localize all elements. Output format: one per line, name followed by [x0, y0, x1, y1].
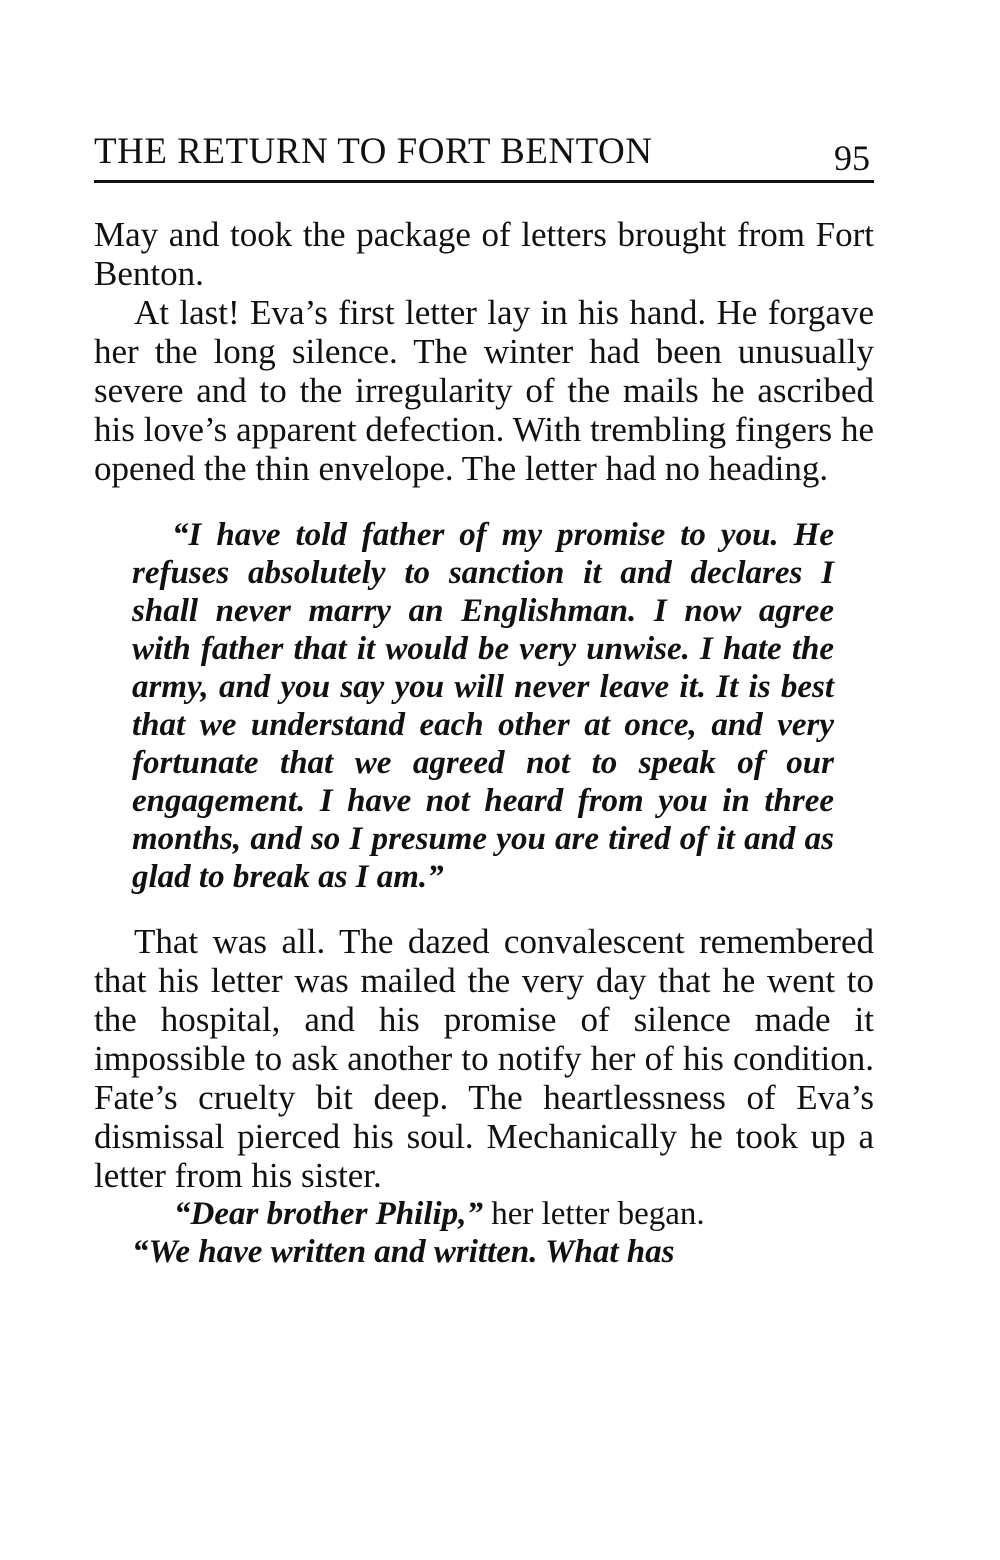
paragraph-aftermath: That was all. The dazed convalescent remembered that his letter was mailed the very day that he went to the hospital, and his promise of silence made it impossible to ask another to notify her of his condition. Fate’s cruelty bit deep. The heartlessness of Eva’s dismissal pierced his soul. Mechanically he took up a letter from his sister. [94, 922, 874, 1195]
quoted-letter-eva: “I have told father of my promise to you. He refuses absolutely to sanction it and declares I shall never marry an Englishman. I now agree with father that it would be very unwise. I hate the army, and you say you will never leave it. It is best that we understand each other at once, and very fortunate that we agreed not to speak of our engagement. I have not heard from you in three months, and so I presume you are tired of it and as glad to break as I am.” [132, 517, 834, 895]
sister-letter-continued: “We have written and written. What has [132, 1234, 675, 1270]
page-number: 95 [834, 138, 870, 178]
sister-letter-opening [94, 1195, 874, 1233]
body-text [94, 215, 874, 1271]
running-head [94, 128, 874, 183]
paragraph-continued: May and took the package of letters brought from Fort Benton. [94, 215, 874, 293]
chapter-title: THE RETURN TO FORT BENTON [94, 131, 653, 172]
sister-letter-greeting: “Dear brother Philip,” [174, 1196, 483, 1232]
sister-letter-narration: her letter began. [482, 1196, 705, 1232]
paragraph-eva-letter-intro: At last! Eva’s first letter lay in his hand. He forgave her the long silence. The winter had been unusually severe and to the irregularity of the mails he ascribed his love’s apparent defection. With trembling fingers he opened the thin envelope. The letter had no heading. [94, 293, 874, 488]
